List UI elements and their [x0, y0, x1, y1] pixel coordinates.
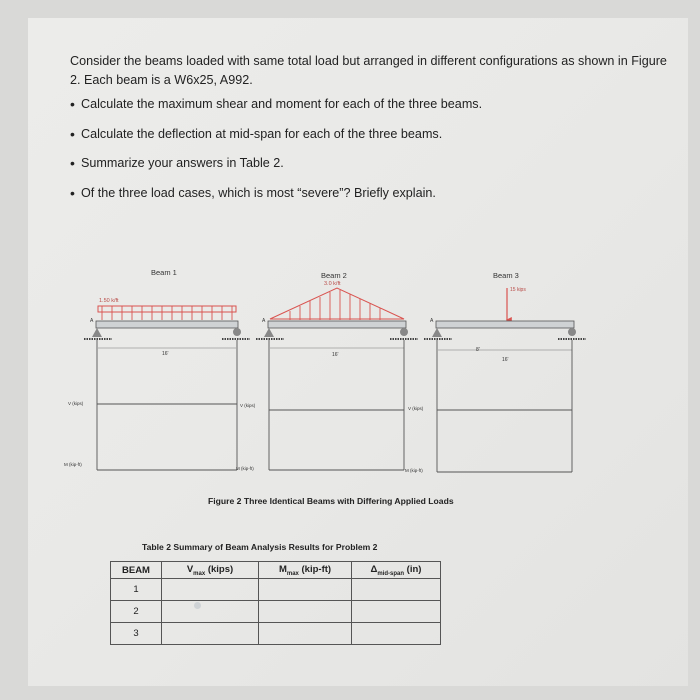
mmax-cell: [259, 601, 352, 623]
mmax-cell: [259, 623, 352, 645]
beam-3-title: Beam 3: [493, 271, 519, 280]
vmax-cell: [162, 601, 259, 623]
beam-3-support-label: A: [430, 318, 434, 324]
beam-3-moment-label: M (kip-ft): [405, 468, 423, 473]
task-text: Calculate the deflection at mid-span for each of the three beams.: [81, 126, 443, 141]
beam-1-pin-support: [92, 328, 102, 337]
smudge-mark: [194, 602, 201, 609]
deflection-cell: [352, 601, 441, 623]
beam-3-load-label: 15 kips: [510, 287, 526, 293]
deflection-cell: [352, 579, 441, 601]
beam-1-load-arrows: [102, 306, 232, 320]
beam-1-group: [84, 306, 250, 470]
problem-intro: Consider the beams loaded with same total load but arranged in different configurations as shown in Figure 2. Each beam is a W6x25, A992.: [70, 54, 667, 87]
table-caption: Table 2 Summary of Beam Analysis Results for Problem 2: [142, 542, 378, 552]
beam-1-support-label: A: [90, 318, 94, 324]
beam-2-title: Beam 2: [321, 271, 347, 280]
results-table: [110, 561, 441, 645]
beam-2-load-arrows: [290, 290, 380, 320]
beam-number-cell: 3: [111, 623, 162, 645]
beam-1-roller-support: [233, 328, 241, 336]
figure-caption: Figure 2 Three Identical Beams with Differing Applied Loads: [208, 496, 454, 506]
beam-2-group: [256, 288, 418, 470]
beam-3-shear-label: V (kips): [408, 406, 424, 411]
beam-1-moment-label: M (kip-ft): [64, 462, 82, 467]
bullet-icon: •: [70, 96, 75, 112]
bullet-icon: •: [70, 155, 75, 171]
beam-1-load-label: 1.50 k/ft: [99, 298, 119, 304]
header-beam: BEAM: [111, 562, 162, 579]
vmax-cell: [162, 623, 259, 645]
mmax-cell: [259, 579, 352, 601]
beam-2-shear-label: V (kips): [240, 403, 256, 408]
table-row: [111, 623, 441, 645]
task-text: Of the three load cases, which is most “severe”? Briefly explain.: [81, 185, 436, 200]
beam-3-member: [436, 321, 574, 328]
beam-1-load-block: [98, 306, 236, 312]
beam-1-member: [96, 321, 238, 328]
header-deflection: $\Delta_{mid-span}$ (in): [352, 562, 441, 579]
beam-2-roller-support: [400, 328, 408, 336]
beam-1-title: Beam 1: [151, 268, 177, 277]
beam-1-span-label: 16': [162, 351, 169, 357]
beam-number-cell: 2: [111, 601, 162, 623]
beam-2-moment-label: M (kip-ft): [236, 466, 254, 471]
beam-2-pin-support: [264, 328, 274, 337]
beam-2-support-label: A: [262, 318, 266, 324]
beam-2-span-label: 16': [332, 352, 339, 358]
beam-3-half-span-label: 8': [476, 347, 480, 353]
vmax-cell: [162, 579, 259, 601]
task-text: Calculate the maximum shear and moment for each of the three beams.: [81, 97, 483, 111]
header-mmax: $M_{max}$ (kip-ft): [259, 562, 352, 579]
beam-3-pin-support: [432, 328, 442, 337]
beam-3-group: [424, 288, 586, 472]
beam-3-roller-support: [568, 328, 576, 336]
table-row: [111, 579, 441, 601]
bullet-icon: •: [70, 184, 75, 201]
beam-3-span-label: 16': [502, 357, 509, 363]
bullet-icon: •: [70, 125, 75, 142]
table-header-row: [111, 562, 441, 579]
beam-2-load-label: 3.0 k/ft: [324, 281, 341, 287]
beam-2-member: [268, 321, 406, 328]
table-row: [111, 601, 441, 623]
header-vmax: $V_{max}$ (kips): [162, 562, 259, 579]
beam-number-cell: 1: [111, 579, 162, 601]
deflection-cell: [352, 623, 441, 645]
beam-1-shear-label: V (kips): [68, 401, 84, 406]
task-text: Summarize your answers in Table 2.: [81, 156, 284, 170]
